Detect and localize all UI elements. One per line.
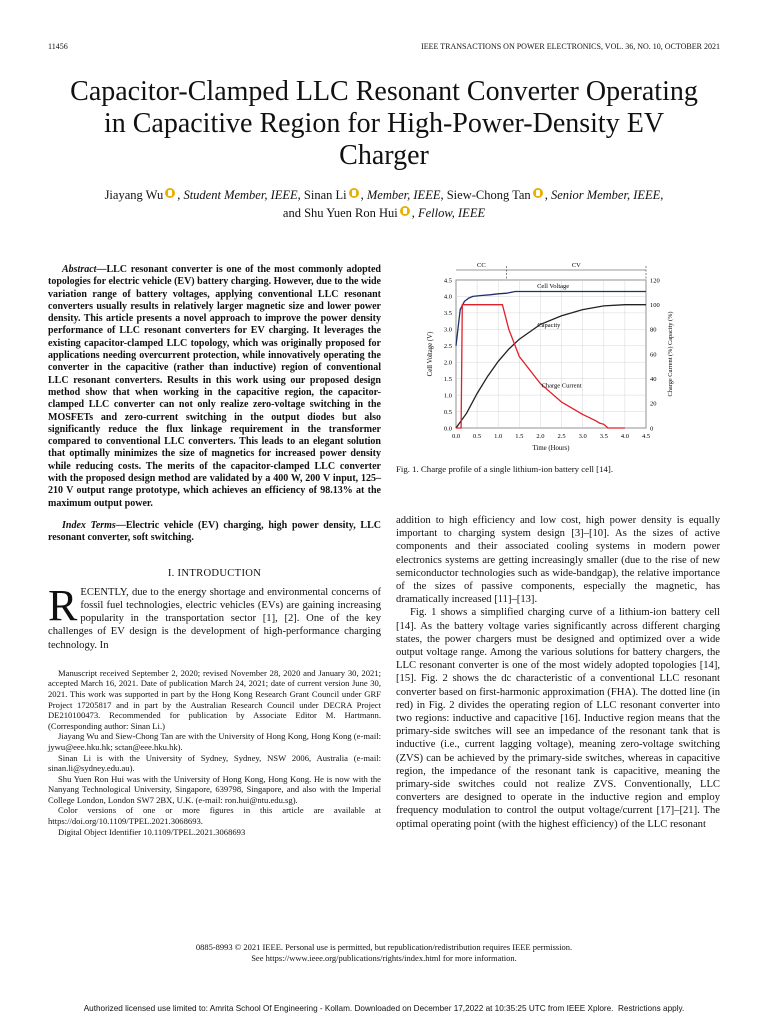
footnote: Color versions of one or more figures in this article are available at https://doi.org/10.1109/TPEL.2021.3068693. — [48, 805, 381, 827]
y-left-tick-label: 3.5 — [443, 310, 452, 318]
intro-text: ECENTLY, due to the energy shortage and environmental concerns of fossil fuel technologies, electric vehicles (EVs) are gaining increasing popularity in the transportation sector [1], [2]. One of the key challenges of EV design is the development of high-performance charging technology. In — [48, 586, 381, 651]
y-right-tick-label: 100 — [650, 301, 660, 309]
y-left-tick-label: 4.0 — [443, 293, 452, 301]
right-column — [396, 514, 720, 831]
abstract — [48, 264, 381, 510]
x-tick-label: 4.5 — [641, 433, 651, 440]
figure-caption: Fig. 1. Charge profile of a single lithium-ion battery cell [14]. — [396, 464, 614, 474]
y-left-tick-label: 0.5 — [443, 408, 452, 416]
author-name: Shu Yuen Ron Hui — [304, 206, 398, 220]
orcid-icon[interactable] — [349, 188, 359, 198]
region-label: CC — [476, 262, 486, 269]
body-paragraph: addition to high efficiency and low cost, high power density is equally important to charging system design [3]–[10]. As the sizes of active components and their associated cooling systems in modern power electronics systems are getting increasingly smaller (due to the rise of new semiconductor technologies such as wide-bandgap), the relative importance of the sizes of passive components, especially the magnetic, has dramatically increased [11]–[13]. — [396, 515, 720, 606]
intro-paragraph — [48, 580, 381, 652]
journal-header: IEEE TRANSACTIONS ON POWER ELECTRONICS, VOL. 36, NO. 10, OCTOBER 2021 — [421, 42, 720, 51]
series-line-cell-voltage — [456, 292, 646, 346]
author-name: Siew-Chong Tan — [446, 188, 531, 202]
x-axis-label: Time (Hours) — [532, 445, 570, 452]
index-terms — [48, 520, 381, 545]
author-role: Student Member, IEEE — [183, 188, 298, 202]
author-role: Senior Member, IEEE — [550, 188, 661, 202]
x-tick-label: 1.5 — [515, 433, 524, 440]
copyright-notice: 0885-8993 © 2021 IEEE. Personal use is permitted, but republication/redistribution requires IEEE permission. See https://www.ieee.org/publications/rights/index.html for more information. — [195, 942, 573, 963]
drop-cap: R — [48, 580, 78, 630]
y-right-tick-label: 80 — [650, 326, 657, 334]
footnote: Digital Object Identifier 10.1109/TPEL.2021.3068693 — [58, 826, 246, 837]
author-role: Member, IEEE — [366, 188, 441, 202]
x-tick-label: 2.5 — [557, 433, 566, 440]
footnote: Manuscript received September 2, 2020; revised November 28, 2020 and January 30, 2021; accepted March 16, 2021. Date of publication March 24, 2021; date of current version June 30, 2021. This work was supported in part by the Hong Kong Research Grant Council under GRF Project 17205817 and in part by the Australian Research Council under DECRA Project DE210100473. Recommended for publication by Associate Editor M. Hartmann. (Corresponding author: Sinan Li.) — [48, 667, 381, 731]
x-tick-label: 1.0 — [494, 433, 503, 440]
author-name: Sinan Li — [303, 188, 347, 202]
section-heading: I. INTRODUCTION — [167, 567, 262, 579]
author-name: Jiayang Wu — [104, 188, 164, 202]
y-right-tick-label: 20 — [650, 400, 657, 408]
y-left-tick-label: 1.0 — [443, 392, 452, 400]
orcid-icon[interactable] — [165, 188, 175, 198]
x-tick-label: 0.0 — [451, 433, 461, 440]
body-paragraph: Fig. 1 shows a simplified charging curve of a lithium-ion battery cell [14]. As the battery voltage varies significantly across different charging states, the power chargers must be designed and optimized over a wide output voltage range. Among the various solutions for battery chargers, the LLC resonant converter is one of the most widely adopted topologies [14], [15]. Fig. 2 shows the dc characteristic of a conventional LLC resonant converter based on first-harmonic approximation (FHA). The dotted line (in red) in Fig. 2 divides the operating region of LLC resonant converter into two regions: inductive and capacitive [16]. Inductive region means that the primary-side switches will see an impedance of the resonant tank that is inductive (i.e., current lagging voltage), meaning zero-voltage switching (ZVS) can be achieved by the primary-side switches, whereas in capacitive region, the impedance of the resonant tank is capacitive, meaning the primary-side switches could not realize ZVS. Conventionally, LLC converters are designed to operate in the inductive region and employ frequency modulation to control the output voltage/current [17]–[21]. The optimal operating point (with the highest efficiency) of the LLC resonant — [396, 607, 720, 830]
plot-frame — [456, 280, 646, 428]
series-label: Capacity — [537, 321, 561, 329]
author-role: Fellow, IEEE — [417, 206, 486, 220]
y-right-tick-label: 40 — [650, 375, 657, 383]
y-left-tick-label: 4.5 — [443, 277, 452, 285]
y-right-tick-label: 0 — [650, 425, 654, 433]
footnote: Shu Yuen Ron Hui was with the University of Hong Kong, Hong Kong. He is now with the Nanyang Technological University, Singapore, 639798, Singapore, and also with the Imperial College London, London SW7 2BX, U.K. (e-mail: ron.hui@ntu.edu.sg). — [48, 773, 381, 805]
license-notice: Authorized licensed use limited to: Amrita School Of Engineering - Kollam. Downloaded on December 17,2022 at 10:35:25 UTC from IEEE Xplore. Restrictions apply. — [83, 1004, 685, 1013]
x-tick-label: 3.5 — [599, 433, 608, 440]
region-label: CV — [571, 262, 581, 269]
y-right-tick-label: 60 — [650, 351, 657, 359]
footnote: Sinan Li is with the University of Sydney, Sydney, NSW 2006, Australia (e-mail: sinan.li@sydney.edu.au). — [48, 752, 381, 774]
footnotes — [48, 668, 381, 838]
y-left-tick-label: 0.0 — [443, 425, 452, 433]
series-label: Charge Current — [541, 382, 582, 390]
x-tick-label: 4.0 — [620, 433, 629, 440]
orcid-icon[interactable] — [533, 188, 543, 198]
footnote: Jiayang Wu and Siew-Chong Tan are with the University of Hong Kong, Hong Kong (e-mail: jywu@eee.hku.hk; sctan@eee.hku.hk). — [48, 731, 381, 752]
y-right-axis-label: Charge Current (%) Capacity (%) — [667, 311, 674, 397]
x-tick-label: 3.0 — [578, 433, 587, 440]
orcid-icon[interactable] — [400, 206, 410, 216]
left-column — [48, 264, 381, 837]
author-list: Jiayang Wu , Student Member, IEEE, Sinan Li , Member, IEEE, Siew-Chong Tan , Senior Member, IEEE, and Shu Yuen Ron Hui , Fellow, IEEE — [104, 188, 664, 220]
x-tick-label: 0.5 — [473, 433, 482, 440]
charge-profile-chart — [396, 258, 720, 458]
index-terms-text: Electric vehicle (EV) charging, high power density, LLC resonant converter, soft switching. — [48, 519, 381, 544]
y-left-tick-label: 1.5 — [443, 375, 452, 383]
series-label: Cell Voltage — [537, 283, 570, 291]
page-number: 11456 — [48, 42, 68, 51]
abstract-text: LLC resonant converter is one of the most commonly adopted topologies for electric vehicle (EV) battery charging. However, due to the wide variation range of battery voltages, applying conventional LLC resonant converters usually results in relatively larger magnetic size and lower power density. This article presents a novel approach to improve the power density performance of LLC resonant converters for EV charging. It leverages the existing capacitor-clamped LLC topology, which was originally proposed for applications needing overcurrent protection, while innovatively operating the converter in the capacitive (rather than inductive) region of conventional LLC resonant converters. Results in this work using our proposed design method show that when working in the capacitive region, the capacitor-clamped LLC converter can not only realize zero-voltage switching in the MOSFETs and zero-current switching in the output diodes but also significantly reduce the flux linkage requirement in the transformer compared to conventional LLC converters. This leads to an elegant solution that optimally minimizes the size of magnetics for increased power density while reducing costs. The merits of the capacitor-clamped LLC converter with the proposed design method are validated by a 400 W, 200 V input, 125–210 V output range prototype, which achieves an efficiency of 98.13% at the maximum output power. — [48, 264, 381, 509]
y-left-tick-label: 2.0 — [443, 359, 452, 367]
y-left-tick-label: 3.0 — [443, 326, 452, 334]
y-left-tick-label: 2.5 — [443, 343, 452, 351]
index-terms-label: Index Terms— — [62, 519, 126, 531]
paper-title: Capacitor-Clamped LLC Resonant Converter Operating in Capacitive Region for High-Power-Density EV Charger — [70, 76, 698, 171]
y-right-tick-label: 120 — [650, 277, 660, 285]
x-tick-label: 2.0 — [536, 433, 545, 440]
y-left-axis-label: Cell Voltage (V) — [427, 331, 434, 377]
abstract-label: Abstract— — [62, 264, 107, 275]
